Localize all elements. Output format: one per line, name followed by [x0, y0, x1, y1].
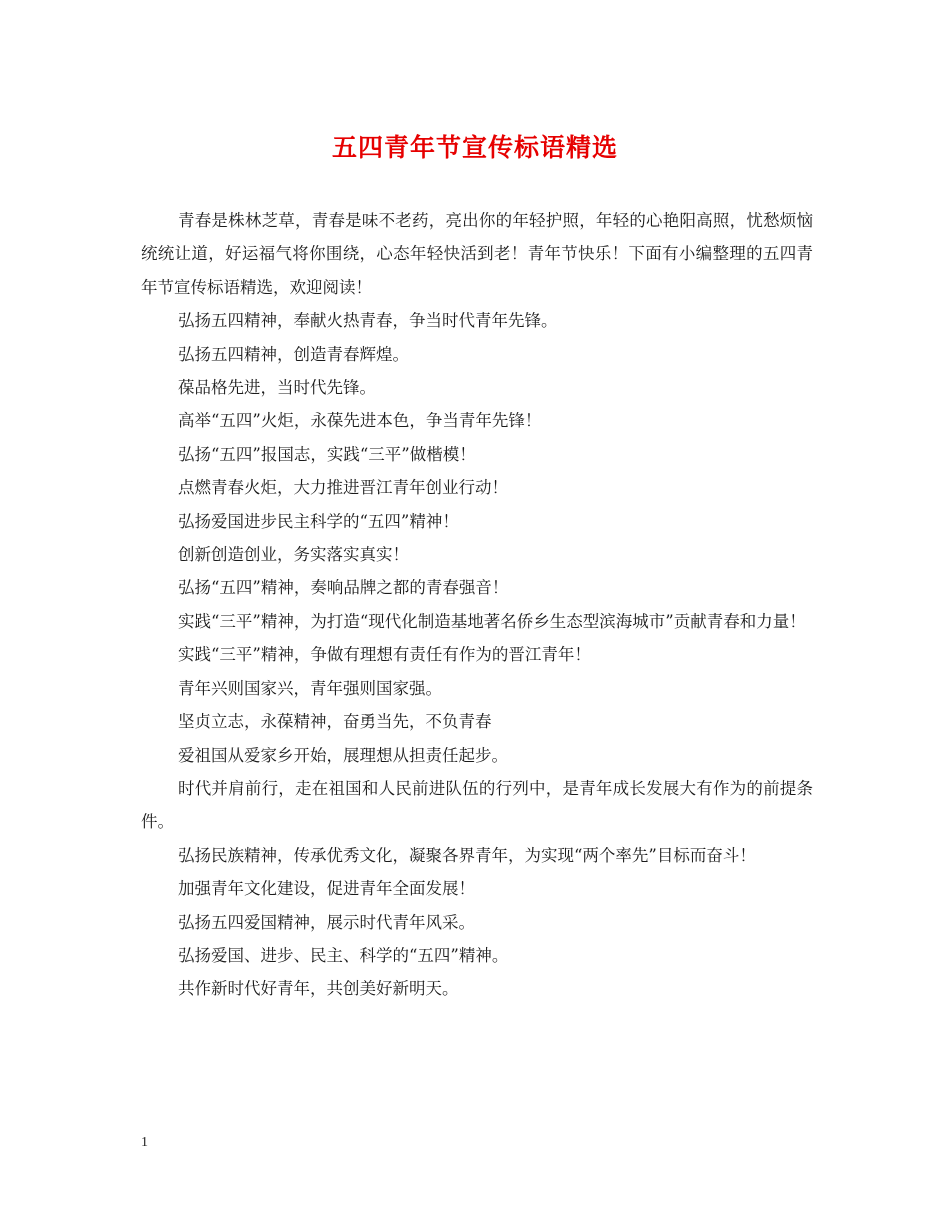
paragraph: 创新创造创业，务实落实真实！ — [178, 545, 409, 565]
paragraph: 点燃青春火炬，大力推进晋江青年创业行动！ — [178, 478, 508, 498]
page-number: 1 — [141, 1135, 148, 1150]
paragraph: 弘扬五四精神，奉献火热青春，争当时代青年先锋。 — [178, 311, 558, 331]
paragraph: 爱祖国从爱家乡开始，展理想从担责任起步。 — [178, 745, 508, 765]
paragraph: 实践“三平”精神，为打造“现代化制造基地著名侨乡生态型滨海城市”贡献青春和力量！ — [178, 611, 806, 631]
paragraph: 弘扬爱国进步民主科学的“五四”精神！ — [178, 511, 459, 531]
paragraph: 葆品格先进，当时代先锋。 — [178, 378, 376, 398]
paragraph: 弘扬“五四”报国志，实践“三平”做楷模！ — [178, 444, 476, 464]
document-title: 五四青年节宣传标语精选 — [331, 133, 618, 162]
paragraph: 弘扬民族精神，传承优秀文化，凝聚各界青年，为实现“两个率先”目标而奋斗！ — [178, 845, 756, 865]
paragraph: 时代并肩前行，走在祖国和人民前进队伍的行列中，是青年成长发展大有作为的前提条件。 — [141, 778, 813, 832]
paragraph: 青年兴则国家兴，青年强则国家强。 — [178, 678, 442, 698]
paragraph: 高举“五四”火炬，永葆先进本色，争当青年先锋！ — [178, 411, 542, 431]
document-body — [141, 204, 813, 1006]
paragraph: 共作新时代好青年，共创美好新明天。 — [178, 979, 459, 999]
paragraph: 实践“三平”精神，争做有理想有责任有作为的晋江青年！ — [178, 645, 591, 665]
paragraph: 加强青年文化建设，促进青年全面发展！ — [178, 879, 475, 899]
paragraph: 坚贞立志，永葆精神，奋勇当先，不负青春 — [178, 712, 492, 732]
paragraph: 青春是株林芝草，青春是味不老药，亮出你的年轻护照，年轻的心艳阳高照，忧愁烦恼统统让道，好运福气将你围绕，心态年轻快活到老！青年节快乐！下面有小编整理的五四青年节宣传标语精选，欢迎阅读！ — [141, 211, 813, 297]
paragraph: 弘扬五四爱国精神，展示时代青年风采。 — [178, 912, 475, 932]
paragraph: 弘扬五四精神，创造青春辉煌。 — [178, 344, 409, 364]
paragraph: 弘扬“五四”精神，奏响品牌之都的青春强音！ — [178, 578, 509, 598]
paragraph: 弘扬爱国、进步、民主、科学的“五四”精神。 — [178, 945, 509, 965]
